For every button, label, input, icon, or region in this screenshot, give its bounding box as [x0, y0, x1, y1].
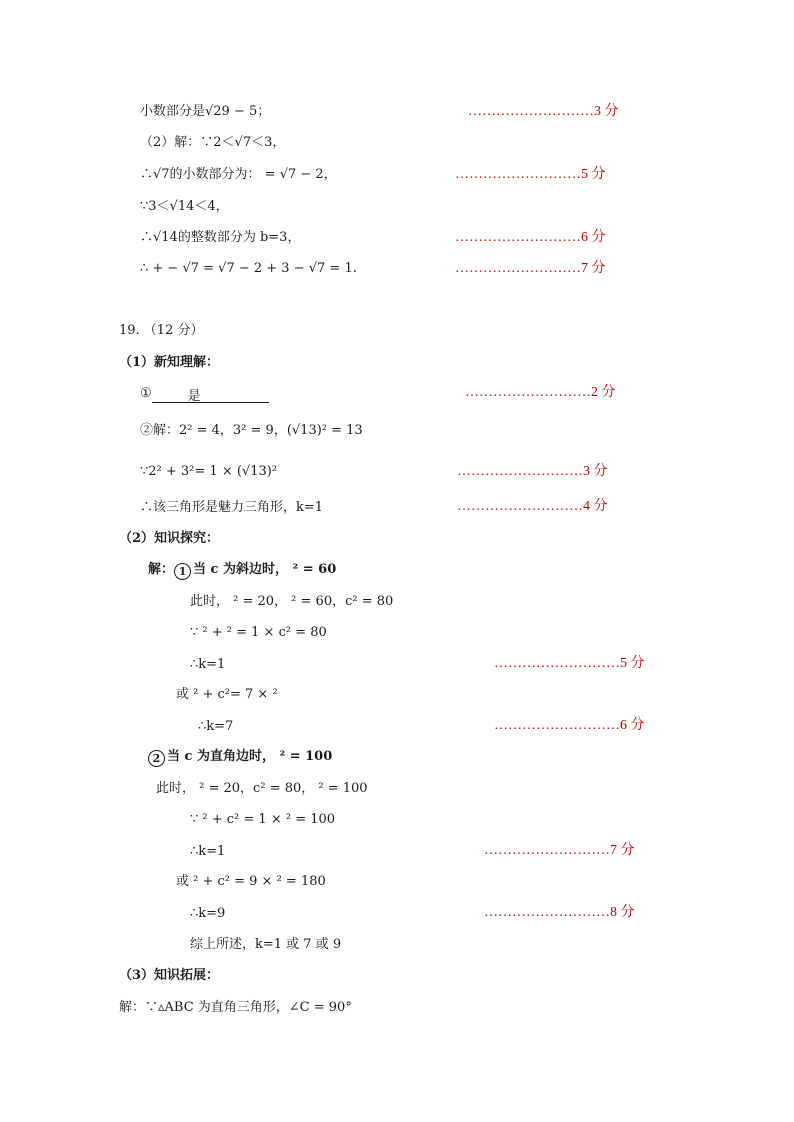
line-fraction-part: 小数部分是√29 − 5；	[140, 104, 271, 119]
circled-number-1-icon: 1	[174, 563, 191, 580]
section-1-heading: （1）新知理解：	[119, 355, 220, 370]
line-2d: ∴k=1	[190, 657, 226, 672]
line-sqrt14-integer: ∴√14的整数部分为 b=3，	[140, 230, 301, 245]
question-19-header: 19. （12 分）	[119, 323, 204, 338]
line-final-sum: ∴ + − √7 = √7 − 2 + 3 − √7 = 1.	[140, 261, 357, 276]
score-5b: ………………………5 分	[494, 656, 645, 671]
blank-underline-text: 是	[187, 389, 201, 404]
line-2l: ∴k=9	[190, 906, 226, 921]
case-1-text: 当 c 为斜边时， ² = 60	[193, 562, 337, 577]
score-5: ………………………5 分	[455, 167, 606, 182]
line-3a: 解：∵▵ABC 为直角三角形，∠C = 90°	[119, 1000, 352, 1015]
score-6: ………………………6 分	[455, 230, 606, 245]
line-2f: ∴k=7	[198, 719, 234, 734]
case-2-text: 当 c 为直角边时， ² = 100	[167, 749, 333, 764]
section-3-heading: （3）知识拓展：	[119, 968, 220, 983]
line-2j: ∴k=1	[190, 844, 226, 859]
score-4: ………………………4 分	[457, 499, 608, 514]
line-1d: ∴该三角形是魅力三角形，k=1	[140, 500, 324, 515]
line-2e: 或 ² + c²= 7 × ²	[176, 687, 278, 702]
blank-underline	[152, 388, 188, 403]
line-2i: ∵ ² + c² = 1 × ² = 100	[190, 812, 336, 827]
solution-label: 解：	[148, 562, 175, 577]
line-2g	[148, 748, 332, 767]
line-1b: ②解：2² = 4，3² = 9，(√13)² = 13	[140, 423, 363, 438]
line-1a	[140, 385, 269, 403]
line-sqrt7-fraction: ∴√7的小数部分为： = √7 − 2，	[140, 167, 337, 182]
score-3b: ………………………3 分	[457, 464, 608, 479]
score-3: ………………………3 分	[468, 104, 619, 119]
blank-underline	[201, 388, 269, 403]
line-part2-intro: （2）解：∵2＜√7＜3，	[140, 135, 286, 150]
line-2h: 此时， ² = 20，c² = 80， ² = 100	[156, 781, 368, 796]
score-2: ………………………2 分	[465, 385, 616, 400]
circled-number-2-icon: 2	[148, 750, 165, 767]
line-2b: 此时， ² = 20， ² = 60，c² = 80	[190, 594, 394, 609]
line-2a	[148, 561, 336, 580]
line-2m: 综上所述，k=1 或 7 或 9	[190, 937, 342, 952]
line-2k: 或 ² + c² = 9 × ² = 180	[176, 874, 326, 889]
score-6b: ………………………6 分	[494, 718, 645, 733]
section-2-heading: （2）知识探究：	[119, 531, 220, 546]
score-7b: ………………………7 分	[484, 843, 635, 858]
line-1c: ∵2² + 3²= 1 × (√13)²	[140, 464, 278, 479]
score-7: ………………………7 分	[455, 261, 606, 276]
line-2c: ∵ ² + ² = 1 × c² = 80	[190, 625, 327, 640]
score-8: ………………………8 分	[484, 905, 635, 920]
line-sqrt14-range: ∵3＜√14＜4，	[140, 199, 229, 214]
circle-one-label: ①	[140, 386, 152, 401]
